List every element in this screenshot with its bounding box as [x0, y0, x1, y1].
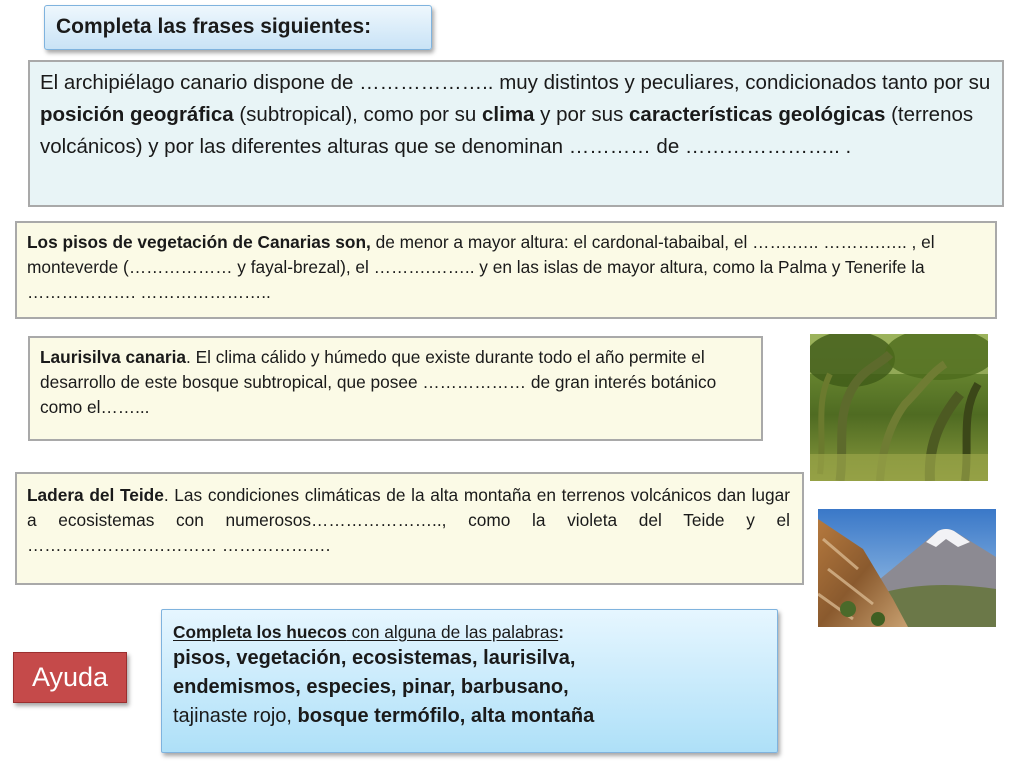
help-heading-rest: con alguna de las palabras: [346, 622, 559, 642]
teide-text: . Las condiciones climáticas de la alta montaña en terrenos volcánicos dan lugar a ecosistemas con numerosos………………….., como la violeta del Teide y el …………………………… ……………….: [27, 485, 790, 555]
intro-bold-3: características geológicas: [629, 103, 886, 126]
page-title: Completa las frases siguientes:: [44, 5, 432, 50]
help-line-3-plain: tajinaste rojo,: [173, 705, 298, 727]
intro-text-4: (terrenos volcánicos) y por las diferentes alturas que se denominan ………… de ………………….. .: [40, 103, 974, 158]
help-heading: [173, 620, 777, 644]
help-heading-colon: :: [558, 622, 564, 642]
help-line-2: endemismos, especies, pinar, barbusano,: [173, 676, 569, 698]
pisos-paragraph: [15, 221, 997, 319]
intro-text-3: y por sus: [534, 103, 630, 126]
laurisilva-forest-photo: [810, 334, 988, 481]
help-heading-bold: Completa los huecos: [173, 622, 347, 642]
help-word-bank: [161, 609, 778, 753]
teide-paragraph: [15, 472, 804, 585]
intro-text-2: (subtropical), como por su: [233, 103, 483, 126]
ayuda-button[interactable]: Ayuda: [13, 652, 127, 703]
laurisilva-text: . El clima cálido y húmedo que existe durante todo el año permite el desarrollo de este bosque subtropical, que posee ……………… de gran interés botánico como el……...: [40, 347, 717, 417]
help-line-3: [173, 702, 777, 731]
laurisilva-paragraph: [28, 336, 763, 441]
intro-bold-1: posición geográfica: [40, 103, 234, 126]
intro-text-1: El archipiélago canario dispone de ……………….. muy distintos y peculiares, condicionados tanto por su: [40, 71, 991, 94]
intro-paragraph: [28, 60, 1004, 207]
pisos-text: de menor a mayor altura: el cardonal-tabaibal, el …….….. ……….….. , el monteverde (……………… y fayal-brezal), el ……….…….. y en las islas de mayor altura, como la Palma y Tenerife la ………………. …………………..: [27, 232, 935, 302]
help-line-1: pisos, vegetación, ecosistemas, laurisilva,: [173, 647, 576, 669]
laurisilva-bold: Laurisilva canaria: [40, 347, 187, 367]
teide-bold: Ladera del Teide: [27, 485, 164, 505]
pisos-bold: Los pisos de vegetación de Canarias son,: [27, 232, 371, 252]
intro-bold-2: clima: [482, 103, 535, 126]
help-line-3-bold: bosque termófilo, alta montaña: [297, 705, 595, 727]
teide-mountain-photo: [818, 509, 996, 627]
